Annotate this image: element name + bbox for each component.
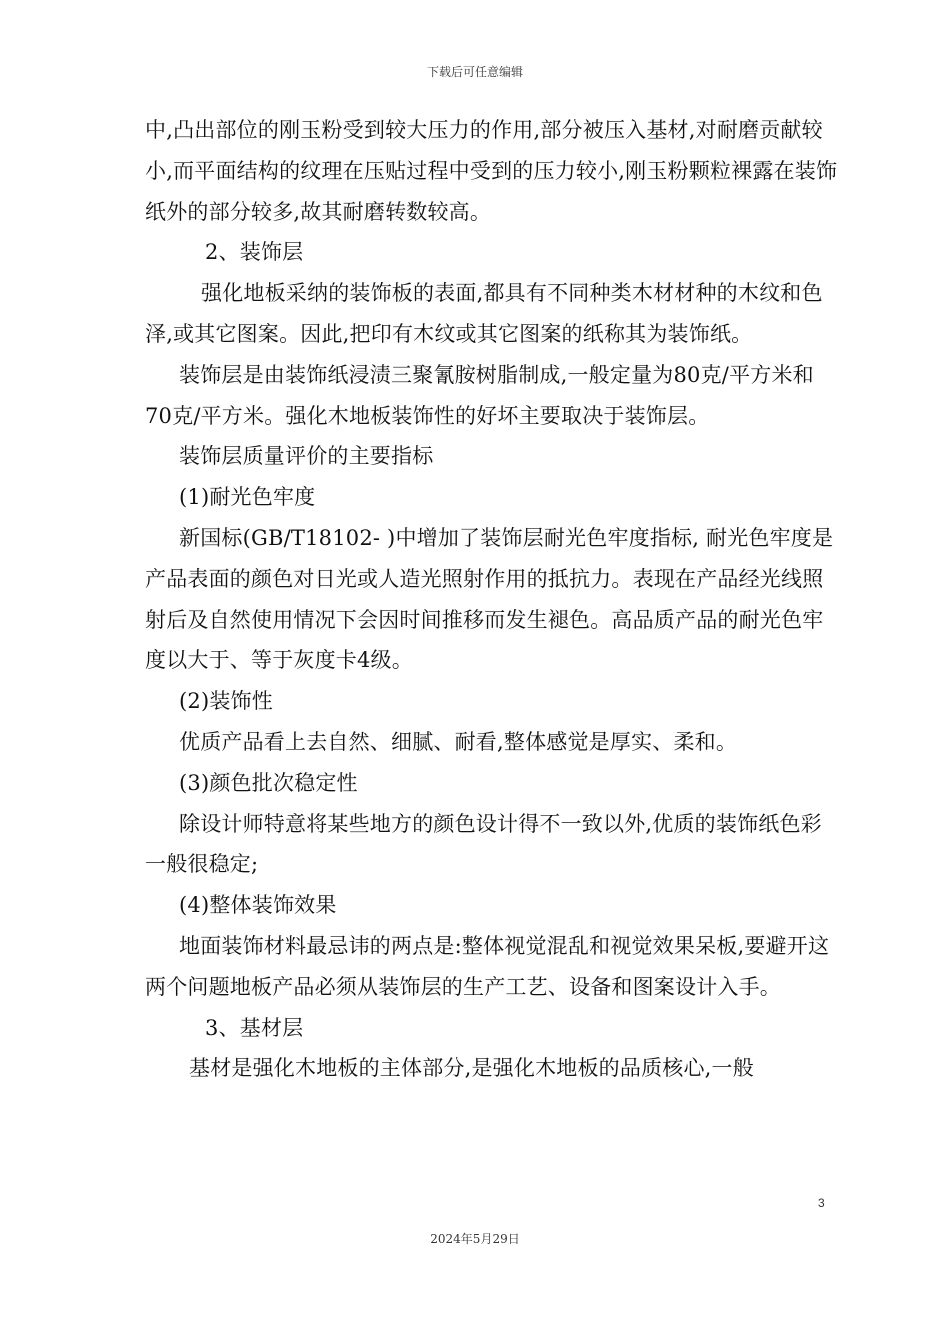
paragraph-overall-decor-effect: 地面装饰材料最忌讳的两点是:整体视觉混乱和视觉效果呆板,要避开这两个问题地板产品必须从装饰层的生产工艺、设备和图案设计入手。	[145, 933, 830, 999]
subheading-color-batch-stability: (3)颜色批次稳定性	[179, 770, 358, 795]
paragraph-quality-indicators: 装饰层质量评价的主要指标	[179, 444, 434, 469]
paragraph-wear-resistance: 中,凸出部位的刚玉粉受到较大压力的作用,部分被压入基材,对耐磨贡献较小,而平面结构的纹理在压贴过程中受到的压力较小,刚玉粉颗粒裸露在装饰纸外的部分较多,故其耐磨转数较高。	[145, 118, 838, 224]
subheading-light-fastness: (1)耐光色牢度	[179, 485, 316, 510]
paragraph-substrate: 基材是强化木地板的主体部分,是强化木地板的品质核心,一般	[189, 1056, 754, 1081]
section-heading-substrate-layer: 3、基材层	[205, 1015, 304, 1040]
paragraph-decorativeness: 优质产品看上去自然、细腻、耐看,整体感觉是厚实、柔和。	[179, 729, 738, 754]
section-heading-decor-layer: 2、装饰层	[205, 240, 304, 265]
subheading-decorativeness: (2)装饰性	[179, 689, 273, 714]
paragraph-decor-paper: 强化地板采纳的装饰板的表面,都具有不同种类木材材种的木纹和色泽,或其它图案。因此,把印有木纹或其它图案的纸称其为装饰纸。	[145, 281, 823, 346]
page-footer-date: 2024年5月29日	[430, 1232, 520, 1246]
document-body	[145, 110, 840, 1089]
page-header: 下载后可任意编辑	[426, 65, 523, 79]
page-number: 3	[818, 1196, 825, 1210]
paragraph-light-fastness: 新国标(GB/T18102- )中增加了装饰层耐光色牢度指标, 耐光色牢度是产品表面的颜色对日光或人造光照射作用的抵抗力。表现在产品经光线照射后及自然使用情况下会因时间推移而发生褪色。高品质产品的耐光色牢度以大于、等于灰度卡4级。	[145, 525, 834, 673]
paragraph-color-batch-stability: 除设计师特意将某些地方的颜色设计得不一致以外,优质的装饰纸色彩一般很稳定;	[145, 811, 822, 877]
paragraph-decor-layer-composition: 装饰层是由装饰纸浸渍三聚氰胺树脂制成,一般定量为80克/平方米和70克/平方米。强化木地板装饰性的好坏主要取决于装饰层。	[145, 362, 814, 428]
subheading-overall-decor-effect: (4)整体装饰效果	[179, 893, 337, 918]
